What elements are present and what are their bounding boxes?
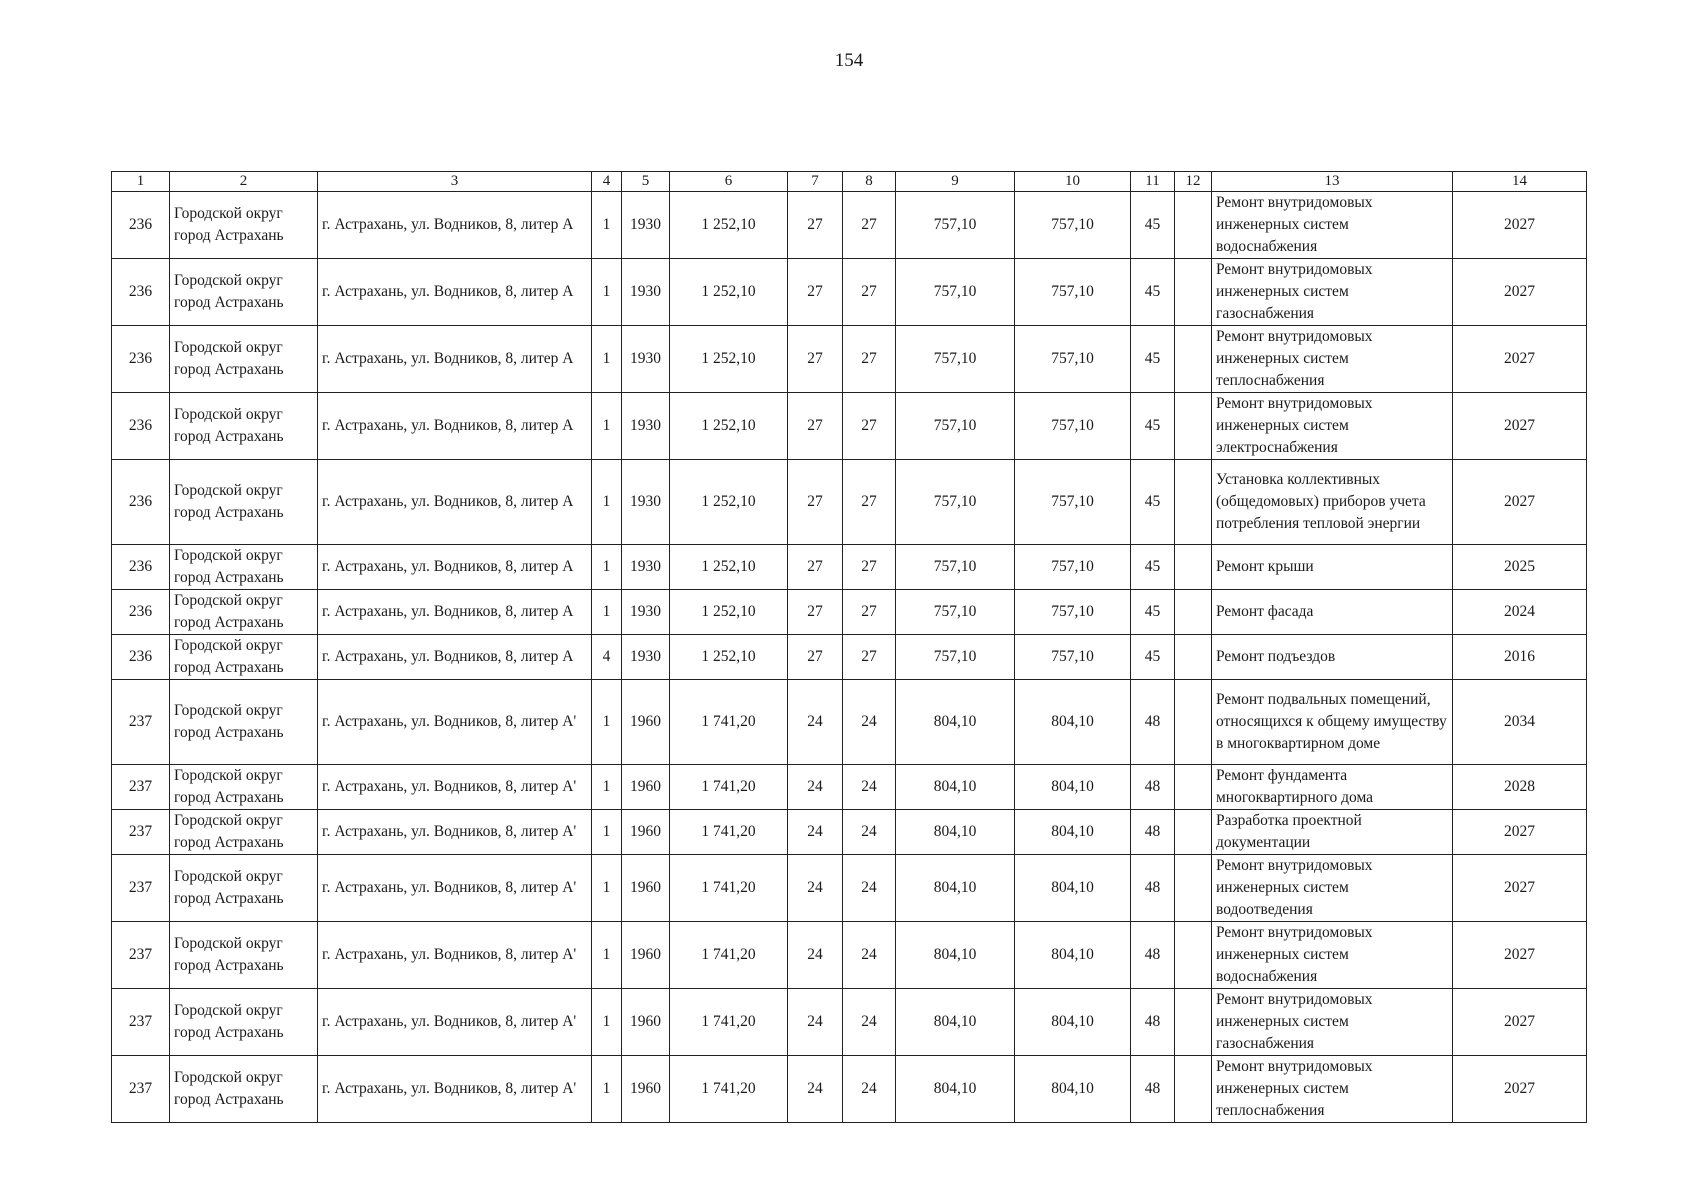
column-4-cell: 1 xyxy=(592,192,622,259)
municipality-cell: Городской округ город Астрахань xyxy=(170,1056,318,1123)
municipality-cell: Городской округ город Астрахань xyxy=(170,989,318,1056)
column-header: 9 xyxy=(896,172,1015,192)
column-7-cell: 24 xyxy=(788,989,843,1056)
construction-year-cell: 1930 xyxy=(622,460,670,545)
planned-year-cell: 2027 xyxy=(1453,989,1587,1056)
column-7-cell: 24 xyxy=(788,855,843,922)
address-cell: г. Астрахань, ул. Водников, 8, литер А xyxy=(318,192,592,259)
column-8-cell: 27 xyxy=(843,590,896,635)
table-row xyxy=(112,460,1587,545)
construction-year-cell: 1960 xyxy=(622,922,670,989)
column-9-cell: 804,10 xyxy=(896,680,1015,765)
table-row xyxy=(112,326,1587,393)
total-area-cell: 1 741,20 xyxy=(670,810,788,855)
planned-year-cell: 2016 xyxy=(1453,635,1587,680)
municipality-cell: Городской округ город Астрахань xyxy=(170,460,318,545)
planned-year-cell: 2027 xyxy=(1453,810,1587,855)
column-8-cell: 24 xyxy=(843,765,896,810)
column-9-cell: 804,10 xyxy=(896,810,1015,855)
column-8-cell: 24 xyxy=(843,1056,896,1123)
construction-year-cell: 1930 xyxy=(622,192,670,259)
row-number-cell: 236 xyxy=(112,326,170,393)
column-4-cell: 1 xyxy=(592,810,622,855)
column-7-cell: 27 xyxy=(788,460,843,545)
work-type-cell: Ремонт фундамента многоквартирного дома xyxy=(1212,765,1453,810)
column-12-cell xyxy=(1175,635,1212,680)
total-area-cell: 1 741,20 xyxy=(670,922,788,989)
column-header: 2 xyxy=(170,172,318,192)
row-number-cell: 236 xyxy=(112,259,170,326)
column-9-cell: 757,10 xyxy=(896,259,1015,326)
column-10-cell: 757,10 xyxy=(1015,635,1131,680)
column-header: 12 xyxy=(1175,172,1212,192)
municipality-cell: Городской округ город Астрахань xyxy=(170,326,318,393)
planned-year-cell: 2027 xyxy=(1453,192,1587,259)
work-type-cell: Ремонт внутридомовых инженерных систем водоснабжения xyxy=(1212,922,1453,989)
column-7-cell: 24 xyxy=(788,922,843,989)
column-header: 1 xyxy=(112,172,170,192)
column-11-cell: 48 xyxy=(1131,989,1175,1056)
column-10-cell: 757,10 xyxy=(1015,259,1131,326)
column-header: 8 xyxy=(843,172,896,192)
column-4-cell: 1 xyxy=(592,989,622,1056)
table-row xyxy=(112,259,1587,326)
column-12-cell xyxy=(1175,192,1212,259)
planned-year-cell: 2027 xyxy=(1453,259,1587,326)
column-4-cell: 1 xyxy=(592,326,622,393)
address-cell: г. Астрахань, ул. Водников, 8, литер А' xyxy=(318,765,592,810)
column-4-cell: 1 xyxy=(592,1056,622,1123)
column-9-cell: 757,10 xyxy=(896,590,1015,635)
row-number-cell: 236 xyxy=(112,192,170,259)
column-8-cell: 27 xyxy=(843,259,896,326)
planned-year-cell: 2027 xyxy=(1453,393,1587,460)
column-12-cell xyxy=(1175,1056,1212,1123)
table-body xyxy=(112,192,1587,1123)
column-header: 6 xyxy=(670,172,788,192)
capital-repair-table xyxy=(111,171,1587,1123)
construction-year-cell: 1960 xyxy=(622,810,670,855)
address-cell: г. Астрахань, ул. Водников, 8, литер А' xyxy=(318,1056,592,1123)
column-10-cell: 804,10 xyxy=(1015,1056,1131,1123)
total-area-cell: 1 252,10 xyxy=(670,192,788,259)
municipality-cell: Городской округ город Астрахань xyxy=(170,680,318,765)
column-4-cell: 1 xyxy=(592,855,622,922)
column-9-cell: 757,10 xyxy=(896,393,1015,460)
column-11-cell: 48 xyxy=(1131,765,1175,810)
planned-year-cell: 2027 xyxy=(1453,460,1587,545)
work-type-cell: Ремонт подвальных помещений, относящихся к общему имуществу в многоквартирном доме xyxy=(1212,680,1453,765)
total-area-cell: 1 252,10 xyxy=(670,460,788,545)
municipality-cell: Городской округ город Астрахань xyxy=(170,810,318,855)
row-number-cell: 237 xyxy=(112,765,170,810)
construction-year-cell: 1930 xyxy=(622,259,670,326)
column-header: 5 xyxy=(622,172,670,192)
construction-year-cell: 1960 xyxy=(622,680,670,765)
work-type-cell: Ремонт подъездов xyxy=(1212,635,1453,680)
column-10-cell: 804,10 xyxy=(1015,810,1131,855)
column-4-cell: 1 xyxy=(592,765,622,810)
column-4-cell: 1 xyxy=(592,393,622,460)
construction-year-cell: 1930 xyxy=(622,326,670,393)
column-8-cell: 24 xyxy=(843,989,896,1056)
total-area-cell: 1 741,20 xyxy=(670,989,788,1056)
column-10-cell: 757,10 xyxy=(1015,393,1131,460)
column-8-cell: 24 xyxy=(843,810,896,855)
address-cell: г. Астрахань, ул. Водников, 8, литер А xyxy=(318,326,592,393)
column-8-cell: 27 xyxy=(843,393,896,460)
table-row xyxy=(112,680,1587,765)
column-8-cell: 27 xyxy=(843,545,896,590)
planned-year-cell: 2027 xyxy=(1453,855,1587,922)
column-8-cell: 24 xyxy=(843,680,896,765)
table-row xyxy=(112,635,1587,680)
total-area-cell: 1 252,10 xyxy=(670,590,788,635)
row-number-cell: 236 xyxy=(112,460,170,545)
table-row xyxy=(112,590,1587,635)
address-cell: г. Астрахань, ул. Водников, 8, литер А' xyxy=(318,680,592,765)
column-9-cell: 804,10 xyxy=(896,989,1015,1056)
column-7-cell: 27 xyxy=(788,635,843,680)
row-number-cell: 237 xyxy=(112,989,170,1056)
total-area-cell: 1 252,10 xyxy=(670,259,788,326)
address-cell: г. Астрахань, ул. Водников, 8, литер А xyxy=(318,393,592,460)
construction-year-cell: 1930 xyxy=(622,590,670,635)
row-number-cell: 237 xyxy=(112,810,170,855)
column-9-cell: 804,10 xyxy=(896,1056,1015,1123)
construction-year-cell: 1960 xyxy=(622,765,670,810)
column-9-cell: 757,10 xyxy=(896,545,1015,590)
table-row xyxy=(112,393,1587,460)
municipality-cell: Городской округ город Астрахань xyxy=(170,590,318,635)
column-10-cell: 804,10 xyxy=(1015,989,1131,1056)
work-type-cell: Ремонт внутридомовых инженерных систем газоснабжения xyxy=(1212,259,1453,326)
column-7-cell: 24 xyxy=(788,810,843,855)
column-4-cell: 1 xyxy=(592,259,622,326)
column-12-cell xyxy=(1175,393,1212,460)
column-7-cell: 24 xyxy=(788,765,843,810)
column-12-cell xyxy=(1175,590,1212,635)
total-area-cell: 1 252,10 xyxy=(670,545,788,590)
total-area-cell: 1 741,20 xyxy=(670,1056,788,1123)
address-cell: г. Астрахань, ул. Водников, 8, литер А xyxy=(318,590,592,635)
total-area-cell: 1 252,10 xyxy=(670,393,788,460)
column-12-cell xyxy=(1175,545,1212,590)
column-11-cell: 45 xyxy=(1131,259,1175,326)
column-11-cell: 48 xyxy=(1131,922,1175,989)
page-number: 154 xyxy=(834,50,864,71)
address-cell: г. Астрахань, ул. Водников, 8, литер А xyxy=(318,259,592,326)
column-12-cell xyxy=(1175,680,1212,765)
column-7-cell: 27 xyxy=(788,259,843,326)
column-12-cell xyxy=(1175,326,1212,393)
column-12-cell xyxy=(1175,460,1212,545)
column-11-cell: 45 xyxy=(1131,393,1175,460)
column-4-cell: 1 xyxy=(592,680,622,765)
work-type-cell: Ремонт внутридомовых инженерных систем водоснабжения xyxy=(1212,192,1453,259)
column-10-cell: 804,10 xyxy=(1015,855,1131,922)
column-header: 11 xyxy=(1131,172,1175,192)
column-12-cell xyxy=(1175,259,1212,326)
address-cell: г. Астрахань, ул. Водников, 8, литер А xyxy=(318,545,592,590)
planned-year-cell: 2025 xyxy=(1453,545,1587,590)
total-area-cell: 1 252,10 xyxy=(670,326,788,393)
column-header: 4 xyxy=(592,172,622,192)
column-11-cell: 48 xyxy=(1131,810,1175,855)
address-cell: г. Астрахань, ул. Водников, 8, литер А xyxy=(318,635,592,680)
column-12-cell xyxy=(1175,855,1212,922)
column-header: 7 xyxy=(788,172,843,192)
column-8-cell: 27 xyxy=(843,326,896,393)
column-10-cell: 804,10 xyxy=(1015,765,1131,810)
total-area-cell: 1 252,10 xyxy=(670,635,788,680)
column-8-cell: 24 xyxy=(843,922,896,989)
column-11-cell: 48 xyxy=(1131,1056,1175,1123)
column-10-cell: 757,10 xyxy=(1015,545,1131,590)
row-number-cell: 236 xyxy=(112,590,170,635)
planned-year-cell: 2028 xyxy=(1453,765,1587,810)
column-7-cell: 27 xyxy=(788,590,843,635)
table-row xyxy=(112,855,1587,922)
address-cell: г. Астрахань, ул. Водников, 8, литер А' xyxy=(318,922,592,989)
column-9-cell: 804,10 xyxy=(896,922,1015,989)
municipality-cell: Городской округ город Астрахань xyxy=(170,192,318,259)
row-number-cell: 236 xyxy=(112,393,170,460)
column-11-cell: 45 xyxy=(1131,590,1175,635)
column-12-cell xyxy=(1175,989,1212,1056)
municipality-cell: Городской округ город Астрахань xyxy=(170,545,318,590)
table-row xyxy=(112,1056,1587,1123)
row-number-cell: 237 xyxy=(112,922,170,989)
municipality-cell: Городской округ город Астрахань xyxy=(170,765,318,810)
column-8-cell: 27 xyxy=(843,192,896,259)
column-11-cell: 45 xyxy=(1131,192,1175,259)
column-4-cell: 1 xyxy=(592,590,622,635)
planned-year-cell: 2034 xyxy=(1453,680,1587,765)
total-area-cell: 1 741,20 xyxy=(670,765,788,810)
column-7-cell: 24 xyxy=(788,1056,843,1123)
construction-year-cell: 1960 xyxy=(622,989,670,1056)
column-10-cell: 757,10 xyxy=(1015,192,1131,259)
column-4-cell: 1 xyxy=(592,545,622,590)
column-7-cell: 27 xyxy=(788,192,843,259)
total-area-cell: 1 741,20 xyxy=(670,855,788,922)
municipality-cell: Городской округ город Астрахань xyxy=(170,922,318,989)
column-4-cell: 1 xyxy=(592,922,622,989)
column-11-cell: 48 xyxy=(1131,680,1175,765)
table-row xyxy=(112,765,1587,810)
construction-year-cell: 1930 xyxy=(622,635,670,680)
construction-year-cell: 1930 xyxy=(622,545,670,590)
address-cell: г. Астрахань, ул. Водников, 8, литер А' xyxy=(318,855,592,922)
column-4-cell: 4 xyxy=(592,635,622,680)
address-cell: г. Астрахань, ул. Водников, 8, литер А xyxy=(318,460,592,545)
address-cell: г. Астрахань, ул. Водников, 8, литер А' xyxy=(318,810,592,855)
column-number-header-row xyxy=(112,172,1587,192)
work-type-cell: Ремонт внутридомовых инженерных систем газоснабжения xyxy=(1212,989,1453,1056)
work-type-cell: Разработка проектной документации xyxy=(1212,810,1453,855)
column-7-cell: 27 xyxy=(788,326,843,393)
construction-year-cell: 1960 xyxy=(622,1056,670,1123)
column-header: 3 xyxy=(318,172,592,192)
column-12-cell xyxy=(1175,810,1212,855)
column-9-cell: 757,10 xyxy=(896,192,1015,259)
planned-year-cell: 2027 xyxy=(1453,326,1587,393)
construction-year-cell: 1960 xyxy=(622,855,670,922)
planned-year-cell: 2024 xyxy=(1453,590,1587,635)
work-type-cell: Ремонт внутридомовых инженерных систем теплоснабжения xyxy=(1212,1056,1453,1123)
table-row xyxy=(112,192,1587,259)
row-number-cell: 237 xyxy=(112,680,170,765)
row-number-cell: 237 xyxy=(112,855,170,922)
column-8-cell: 27 xyxy=(843,635,896,680)
column-7-cell: 24 xyxy=(788,680,843,765)
column-12-cell xyxy=(1175,922,1212,989)
municipality-cell: Городской округ город Астрахань xyxy=(170,855,318,922)
column-10-cell: 757,10 xyxy=(1015,590,1131,635)
column-10-cell: 757,10 xyxy=(1015,326,1131,393)
column-4-cell: 1 xyxy=(592,460,622,545)
column-11-cell: 45 xyxy=(1131,545,1175,590)
column-8-cell: 24 xyxy=(843,855,896,922)
column-10-cell: 804,10 xyxy=(1015,922,1131,989)
work-type-cell: Ремонт внутридомовых инженерных систем теплоснабжения xyxy=(1212,326,1453,393)
row-number-cell: 237 xyxy=(112,1056,170,1123)
planned-year-cell: 2027 xyxy=(1453,922,1587,989)
column-header: 13 xyxy=(1212,172,1453,192)
column-header: 10 xyxy=(1015,172,1131,192)
work-type-cell: Ремонт внутридомовых инженерных систем электроснабжения xyxy=(1212,393,1453,460)
column-9-cell: 804,10 xyxy=(896,855,1015,922)
table-row xyxy=(112,545,1587,590)
work-type-cell: Ремонт фасада xyxy=(1212,590,1453,635)
table-row xyxy=(112,922,1587,989)
column-11-cell: 48 xyxy=(1131,855,1175,922)
work-type-cell: Установка коллективных (общедомовых) приборов учета потребления тепловой энергии xyxy=(1212,460,1453,545)
column-header: 14 xyxy=(1453,172,1587,192)
column-8-cell: 27 xyxy=(843,460,896,545)
municipality-cell: Городской округ город Астрахань xyxy=(170,259,318,326)
table-row xyxy=(112,810,1587,855)
column-9-cell: 804,10 xyxy=(896,765,1015,810)
column-9-cell: 757,10 xyxy=(896,326,1015,393)
column-9-cell: 757,10 xyxy=(896,460,1015,545)
planned-year-cell: 2027 xyxy=(1453,1056,1587,1123)
column-7-cell: 27 xyxy=(788,545,843,590)
column-11-cell: 45 xyxy=(1131,460,1175,545)
column-10-cell: 804,10 xyxy=(1015,680,1131,765)
work-type-cell: Ремонт внутридомовых инженерных систем водоотведения xyxy=(1212,855,1453,922)
column-9-cell: 757,10 xyxy=(896,635,1015,680)
construction-year-cell: 1930 xyxy=(622,393,670,460)
row-number-cell: 236 xyxy=(112,545,170,590)
column-12-cell xyxy=(1175,765,1212,810)
column-11-cell: 45 xyxy=(1131,635,1175,680)
column-10-cell: 757,10 xyxy=(1015,460,1131,545)
column-7-cell: 27 xyxy=(788,393,843,460)
address-cell: г. Астрахань, ул. Водников, 8, литер А' xyxy=(318,989,592,1056)
municipality-cell: Городской округ город Астрахань xyxy=(170,393,318,460)
row-number-cell: 236 xyxy=(112,635,170,680)
column-11-cell: 45 xyxy=(1131,326,1175,393)
table-row xyxy=(112,989,1587,1056)
total-area-cell: 1 741,20 xyxy=(670,680,788,765)
municipality-cell: Городской округ город Астрахань xyxy=(170,635,318,680)
work-type-cell: Ремонт крыши xyxy=(1212,545,1453,590)
